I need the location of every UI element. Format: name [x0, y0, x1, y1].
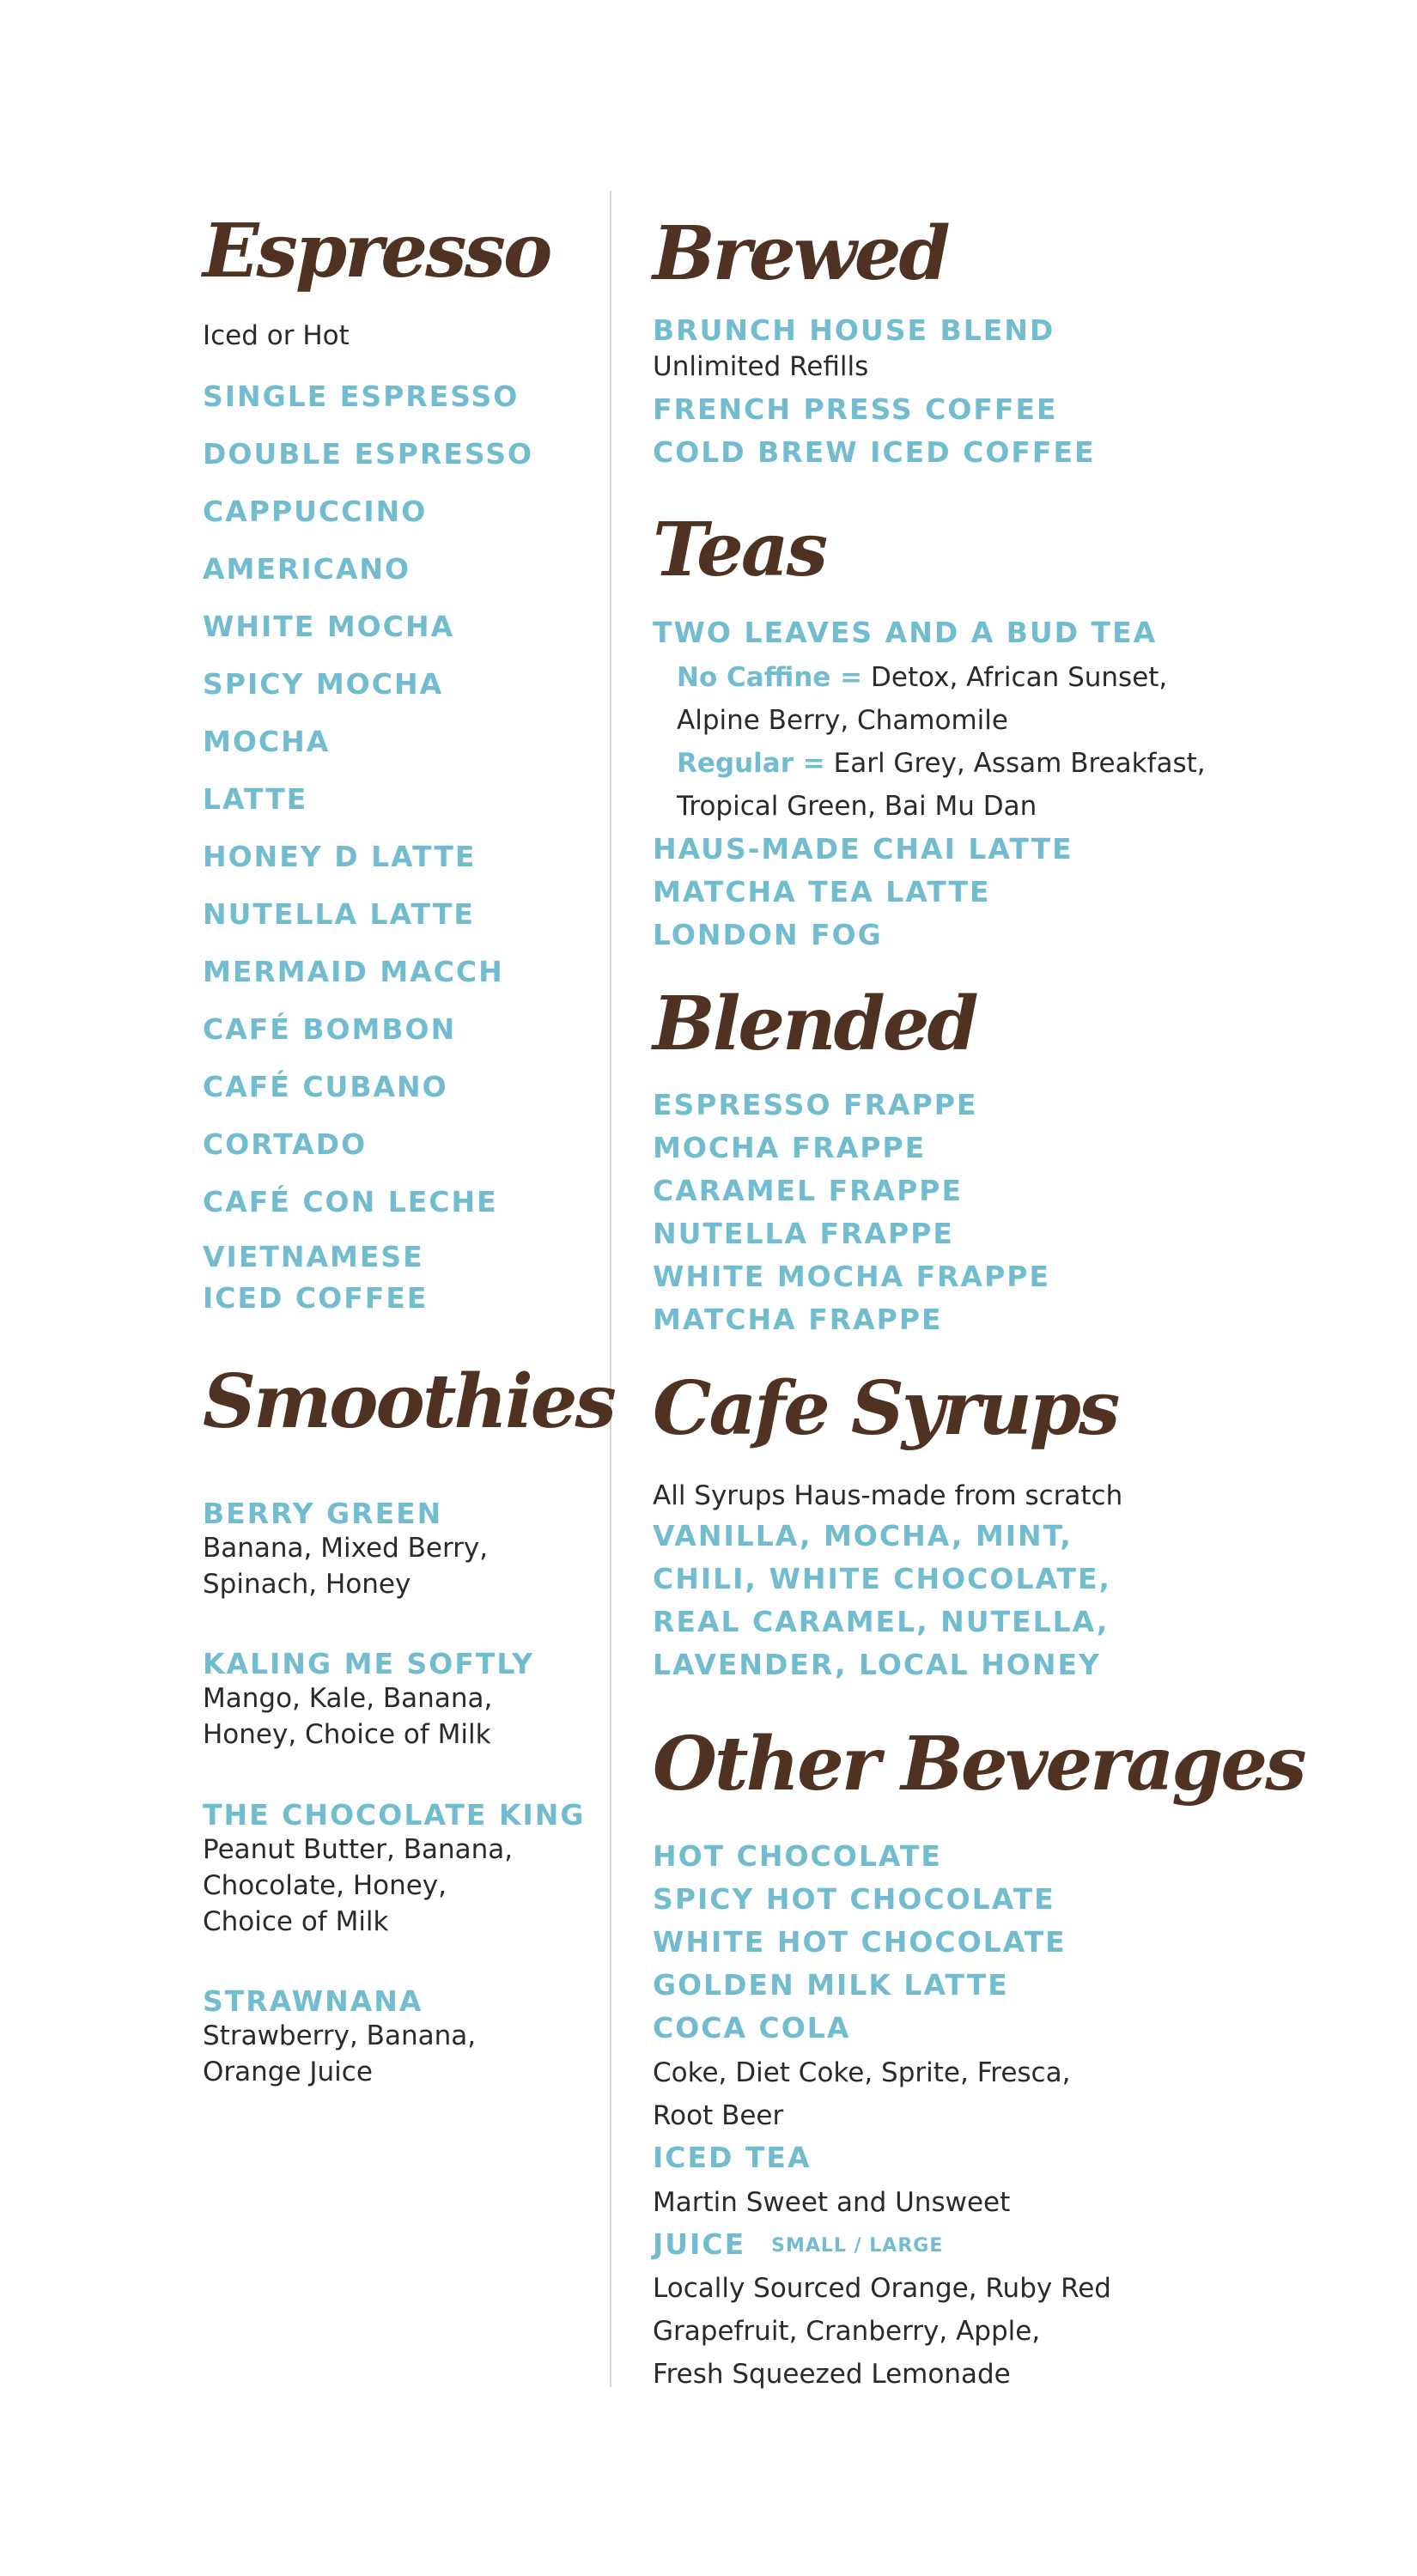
tea-option-values: Tropical Green, Bai Mu Dan	[677, 791, 1037, 822]
syrup-line: LAVENDER, LOCAL HONEY	[653, 1648, 1101, 1681]
menu-item: SINGLE ESPRESSO	[203, 380, 520, 413]
menu-item: WHITE MOCHA	[203, 610, 455, 643]
menu-item: MATCHA FRAPPE	[653, 1303, 943, 1336]
menu-item: COCA COLA	[653, 2011, 851, 2044]
item-description: Martin Sweet and Unsweet	[653, 2187, 1011, 2218]
tea-option-label: Regular =	[677, 748, 825, 779]
menu-item: AMERICANO	[203, 552, 411, 586]
tea-option-label: No Caffine =	[677, 662, 863, 693]
menu-item: VIETNAMESE ICED COFFEE	[203, 1240, 429, 1315]
menu-item: HONEY D LATTE	[203, 840, 477, 873]
menu-item: WHITE HOT CHOCOLATE	[653, 1925, 1067, 1959]
menu-item: MOCHA	[203, 725, 331, 758]
menu-item: NUTELLA FRAPPE	[653, 1217, 954, 1250]
menu-item: FRENCH PRESS COFFEE	[653, 392, 1058, 426]
blended-heading: Blended	[653, 981, 976, 1067]
smoothies-heading: Smoothies	[203, 1358, 614, 1445]
menu-item: BRUNCH HOUSE BLEND	[653, 313, 1055, 347]
smoothie-description: Banana, Mixed Berry,	[203, 1533, 489, 1564]
menu-item: NUTELLA LATTE	[203, 897, 475, 931]
tea-option-values: Alpine Berry, Chamomile	[677, 705, 1008, 736]
smoothie-name: KALING ME SOFTLY	[203, 1647, 535, 1680]
menu-item: CARAMEL FRAPPE	[653, 1174, 964, 1207]
menu-item: CAFÉ CUBANO	[203, 1070, 448, 1103]
item-description: Grapefruit, Cranberry, Apple,	[653, 2316, 1041, 2347]
menu-item: LONDON FOG	[653, 918, 883, 951]
menu-item: GOLDEN MILK LATTE	[653, 1968, 1009, 2002]
juice-item	[653, 2227, 944, 2261]
tea-option-values: Detox, African Sunset,	[871, 662, 1168, 693]
item-note: Unlimited Refills	[653, 351, 869, 382]
tea-option-no-caffine	[677, 656, 1167, 699]
menu-item: ESPRESSO FRAPPE	[653, 1088, 978, 1121]
menu-item: CAPPUCCINO	[203, 495, 428, 528]
other-beverages-heading: Other Beverages	[653, 1721, 1304, 1807]
smoothie-name: THE CHOCOLATE KING	[203, 1798, 586, 1832]
menu-item: HOT CHOCOLATE	[653, 1839, 942, 1873]
menu-item: COLD BREW ICED COFFEE	[653, 435, 1096, 469]
column-divider	[610, 191, 611, 2387]
syrups-note: All Syrups Haus-made from scratch	[653, 1480, 1123, 1511]
menu-item: ICED TEA	[653, 2141, 812, 2174]
syrups-heading: Cafe Syrups	[653, 1365, 1118, 1452]
smoothie-description: Strawberry, Banana,	[203, 2020, 477, 2051]
menu-item: JUICE	[653, 2227, 746, 2261]
menu-item: LATTE	[203, 782, 308, 816]
espresso-subtitle: Iced or Hot	[203, 320, 350, 351]
menu-item: MOCHA FRAPPE	[653, 1131, 927, 1164]
smoothie-description: Peanut Butter, Banana,	[203, 1834, 514, 1865]
size-note: SMALL / LARGE	[771, 2234, 944, 2257]
syrup-line: REAL CARAMEL, NUTELLA,	[653, 1605, 1110, 1638]
menu-item: CAFÉ BOMBON	[203, 1012, 457, 1046]
item-description: Coke, Diet Coke, Sprite, Fresca,	[653, 2057, 1071, 2088]
smoothie-description: Choice of Milk	[203, 1906, 389, 1937]
menu-item: SPICY MOCHA	[203, 667, 444, 701]
smoothie-description: Mango, Kale, Banana,	[203, 1683, 493, 1714]
item-description: Locally Sourced Orange, Ruby Red	[653, 2273, 1111, 2304]
smoothie-name: STRAWNANA	[203, 1984, 423, 2018]
tea-option-values: Earl Grey, Assam Breakfast,	[833, 748, 1206, 779]
item-description: Fresh Squeezed Lemonade	[653, 2359, 1011, 2390]
menu-item: TWO LEAVES AND A BUD TEA	[653, 616, 1158, 649]
smoothie-description: Chocolate, Honey,	[203, 1870, 447, 1901]
smoothie-description: Honey, Choice of Milk	[203, 1719, 491, 1750]
menu-item: CORTADO	[203, 1127, 368, 1161]
smoothie-name: BERRY GREEN	[203, 1497, 443, 1530]
syrup-line: CHILI, WHITE CHOCOLATE,	[653, 1562, 1112, 1595]
menu-item: DOUBLE ESPRESSO	[203, 437, 534, 471]
item-description: Root Beer	[653, 2100, 784, 2131]
smoothie-description: Spinach, Honey	[203, 1569, 411, 1600]
syrup-line: VANILLA, MOCHA, MINT,	[653, 1519, 1073, 1552]
menu-item: WHITE MOCHA FRAPPE	[653, 1260, 1051, 1293]
espresso-heading: Espresso	[203, 208, 550, 295]
menu-item: MATCHA TEA LATTE	[653, 875, 991, 908]
menu-item: HAUS-MADE CHAI LATTE	[653, 832, 1073, 866]
menu-item: MERMAID MACCH	[203, 955, 504, 988]
smoothie-description: Orange Juice	[203, 2057, 373, 2087]
menu-item: SPICY HOT CHOCOLATE	[653, 1882, 1055, 1916]
menu-item: CAFÉ CON LECHE	[203, 1185, 498, 1218]
brewed-heading: Brewed	[653, 210, 948, 297]
teas-heading: Teas	[653, 507, 825, 593]
tea-option-regular	[677, 742, 1206, 785]
